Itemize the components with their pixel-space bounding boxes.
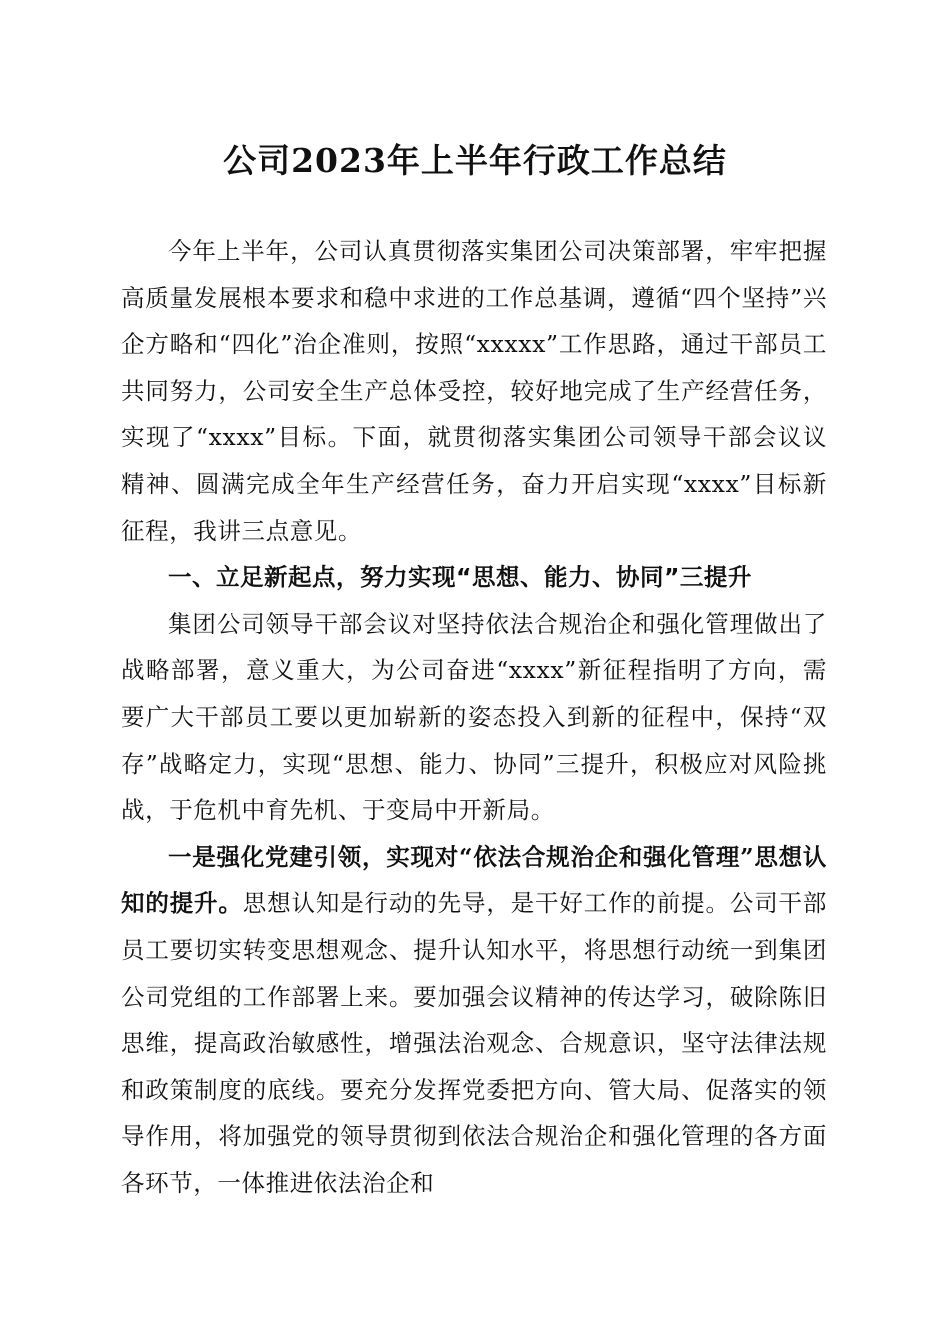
point1-lead: 一是强化党建引领，实现对“依法合规治企和强化管理”思想认知的提升。 [121, 842, 827, 918]
point1-paragraph [121, 834, 827, 1207]
section-heading-1: 一、立足新起点，努力实现“思想、能力、协同”三提升 [168, 563, 752, 592]
document-body [121, 228, 827, 1206]
intro-paragraph: 今年上半年，公司认真贯彻落实集团公司决策部署，牢牢把握高质量发展根本要求和稳中求进的工作总基调，遵循“四个坚持”兴企方略和“四化”治企准则，按照“xxxxx”工作思路，通过干部员工共同努力，公司安全生产总体受控，较好地完成了生产经营任务，实现了“xxxx”目标。下面，就贯彻落实集团公司领导干部会议议精神、圆满完成全年生产经营任务，奋力开启实现“xxxx”目标新征程，我讲三点意见。 [121, 237, 827, 545]
point1-text: 思想认知是行动的先导，是干好工作的前提。公司干部员工要切实转变思想观念、提升认知水平，将思想行动统一到集团公司党组的工作部署上来。要加强会议精神的传达学习，破除陈旧思维，提高政治敏感性，增强法治观念、合规意识，坚守法律法规和政策制度的底线。要充分发挥党委把方向、管大局、促落实的领导作用，将加强党的领导贯彻到依法合规治企和强化管理的各方面各环节，一体推进依法治企和 [121, 889, 828, 1197]
document-title: 公司2023年上半年行政工作总结 [223, 141, 727, 180]
section1-paragraph: 集团公司领导干部会议对坚持依法合规治企和强化管理做出了战略部署，意义重大，为公司奋进“xxxx”新征程指明了方向，需要广大干部员工要以更加崭新的姿态投入到新的征程中，保持“双存”战略定力，实现“思想、能力、协同”三提升，积极应对风险挑战，于危机中育先机、于变局中开新局。 [121, 609, 827, 825]
